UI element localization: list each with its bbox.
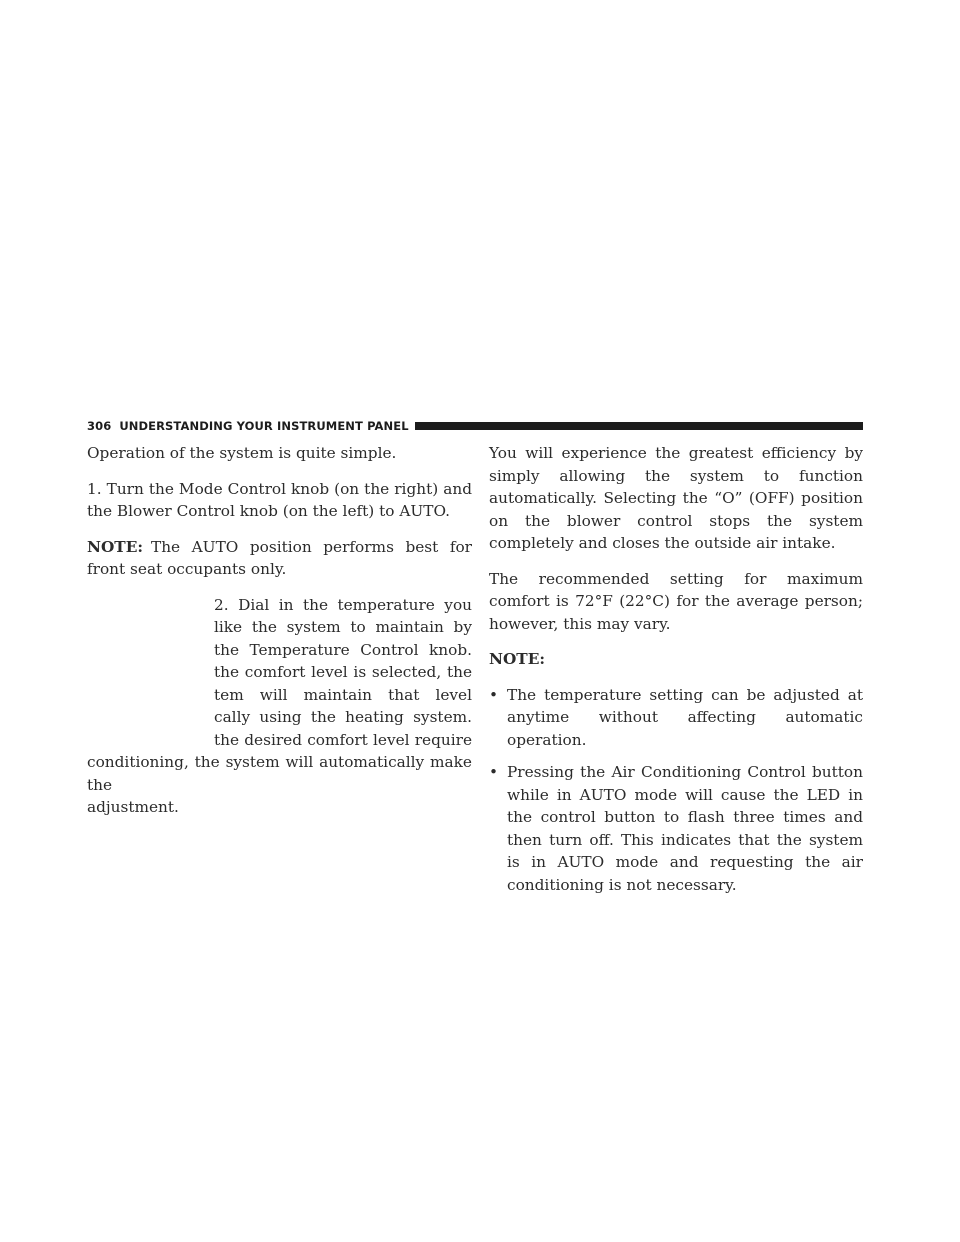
step-2-tail-line: conditioning, the system will automatically make the — [87, 753, 472, 794]
note-label: NOTE: — [87, 537, 143, 556]
header-text — [87, 419, 409, 433]
header-rule — [415, 422, 863, 430]
list-item — [489, 761, 863, 896]
bullet-icon: • — [489, 763, 499, 781]
step-2-tail-line: adjustment. — [87, 798, 179, 816]
note-paragraph — [87, 536, 472, 581]
step-2-paragraph — [87, 594, 472, 819]
intro-paragraph: Operation of the system is quite simple. — [87, 444, 397, 462]
bullet-icon: • — [489, 685, 499, 704]
efficiency-paragraph: You will experience the greatest efficiency by simply allowing the system to function automatically. Selecting the “O” (OFF) position on the blower control stops the system completely and closes the outside air intake. — [489, 444, 863, 552]
note-text: The AUTO position performs best for front seat occupants only. — [87, 537, 472, 578]
step-2-line: the comfort level is selected, the — [214, 663, 472, 681]
list-item-text: The temperature setting can be adjusted at anytime without affecting automatic operation. — [507, 685, 863, 749]
step-2-line: cally using the heating system. — [214, 708, 472, 726]
step-2-line: like the system to maintain by — [214, 618, 472, 636]
list-item — [489, 684, 863, 752]
right-column — [489, 442, 863, 906]
step-2-line: 2. Dial in the temperature you — [214, 595, 472, 614]
step-2-line: the desired comfort level require — [214, 730, 472, 749]
note-bullet-list — [489, 684, 863, 897]
step-2-line: the Temperature Control knob. — [214, 640, 472, 659]
step-1-paragraph: 1. Turn the Mode Control knob (on the right) and the Blower Control knob (on the left) to AUTO. — [87, 479, 472, 520]
list-item-text: Pressing the Air Conditioning Control button while in AUTO mode will cause the LED in the control button to flash three times and then turn off. This indicates that the system is in AUTO mode and requesting the air conditioning is not necessary. — [507, 763, 863, 894]
note-heading: NOTE: — [489, 650, 545, 668]
recommended-setting-paragraph: The recommended setting for maximum comfort is 72°F (22°C) for the average person; however, this may vary. — [489, 569, 863, 633]
step-2-line: tem will maintain that level — [214, 685, 472, 704]
page-header — [87, 418, 863, 434]
left-column — [87, 442, 472, 832]
section-title: UNDERSTANDING YOUR INSTRUMENT PANEL — [119, 419, 409, 433]
page-number: 306 — [87, 419, 112, 433]
